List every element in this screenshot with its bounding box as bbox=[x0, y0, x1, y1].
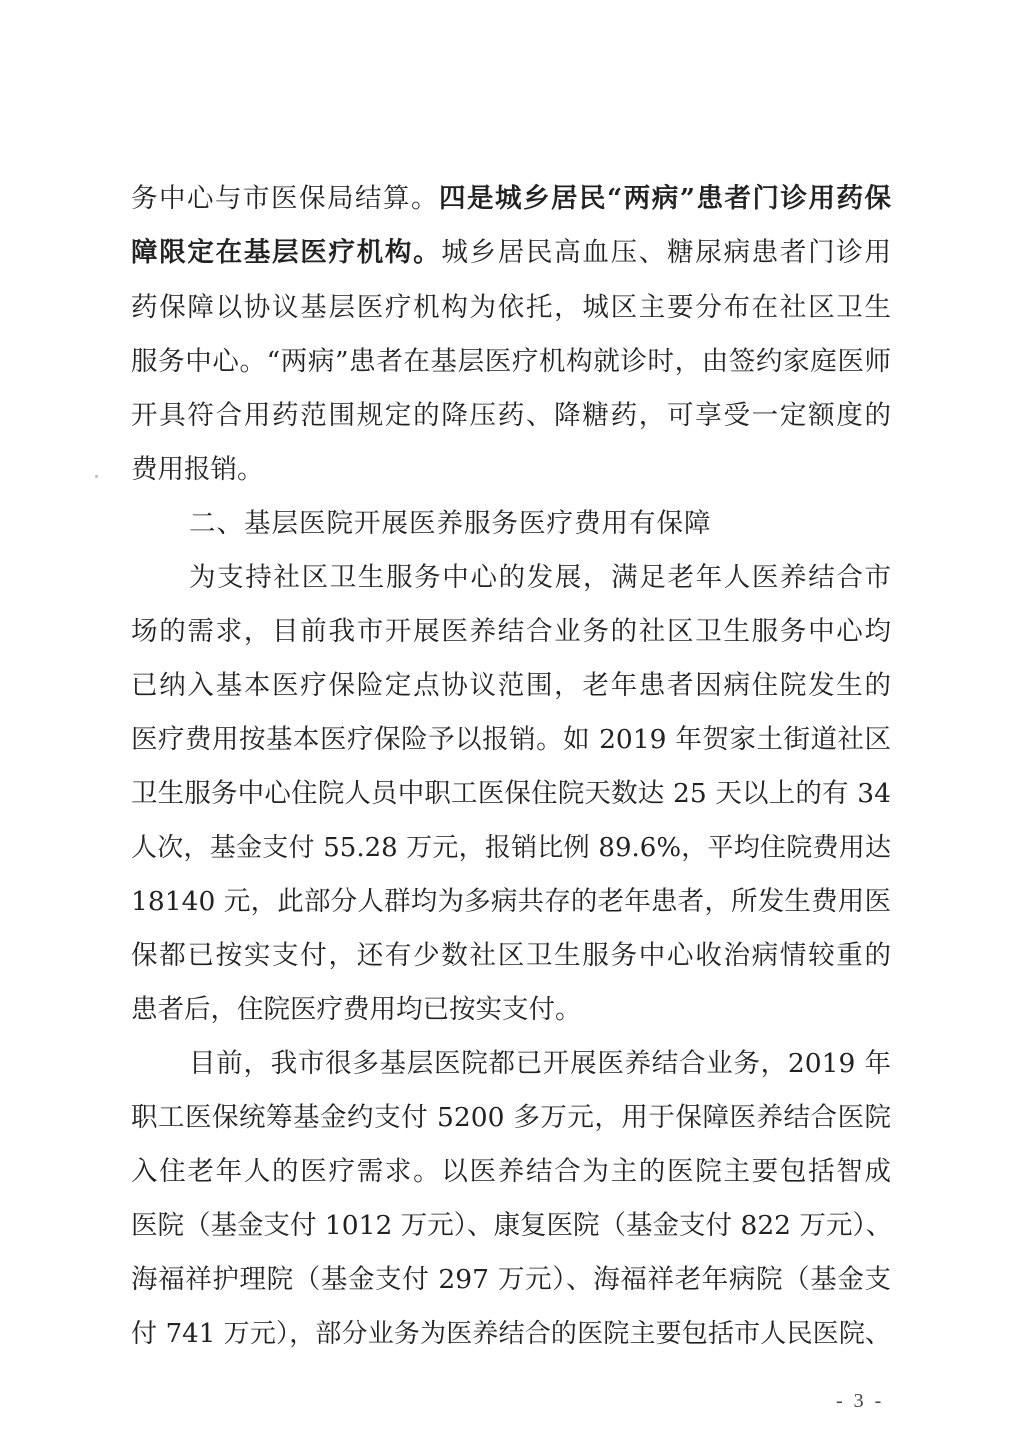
text-line bbox=[131, 281, 891, 335]
page-number: - 3 - bbox=[836, 1390, 885, 1412]
scan-speck bbox=[95, 475, 98, 478]
text-line bbox=[131, 1199, 891, 1253]
text-line bbox=[131, 1091, 891, 1145]
text-run: 职工医保统筹基金约支付 5200 多万元，用于保障医养结合医院 bbox=[131, 1102, 891, 1133]
text-run: 保都已按实支付，还有少数社区卫生服务中心收治病情较重的 bbox=[131, 940, 891, 971]
text-line bbox=[131, 389, 891, 443]
text-line bbox=[131, 226, 891, 280]
text-run: 入住老年人的医疗需求。以医养结合为主的医院主要包括智成 bbox=[131, 1156, 891, 1187]
text-run: 为支持社区卫生服务中心的发展，满足老年人医养结合市 bbox=[189, 562, 891, 593]
text-run: 卫生服务中心住院人员中职工医保住院天数达 25 天以上的有 34 bbox=[131, 778, 891, 809]
text-run: 务中心与市医保局结算。 bbox=[131, 183, 439, 214]
section-heading bbox=[189, 497, 891, 551]
text-run: 医疗费用按基本医疗保险予以报销。如 2019 年贺家土街道社区 bbox=[131, 724, 891, 755]
text-line bbox=[131, 767, 891, 821]
text-run: 城乡居民高血压、糖尿病患者门诊用 bbox=[441, 237, 892, 268]
heading-text: 二、基层医院开展医养服务医疗费用有保障 bbox=[189, 508, 712, 539]
text-line bbox=[189, 1037, 891, 1091]
text-line bbox=[131, 875, 891, 929]
text-run: 费用报销。 bbox=[131, 454, 264, 485]
text-run: 患者后，住院医疗费用均已按实支付。 bbox=[131, 994, 582, 1025]
text-line bbox=[131, 443, 891, 497]
text-run: 开具符合用药范围规定的降压药、降糖药，可享受一定额度的 bbox=[131, 400, 891, 431]
text-line bbox=[131, 659, 891, 713]
text-run: 人次，基金支付 55.28 万元，报销比例 89.6%，平均住院费用达 bbox=[131, 833, 891, 863]
text-run: 付 741 万元），部分业务为医养结合的医院主要包括市人民医院、 bbox=[131, 1319, 891, 1349]
text-line bbox=[131, 335, 891, 389]
text-line bbox=[131, 821, 891, 875]
text-run: 药保障以协议基层医疗机构为依托，城区主要分布在社区卫生 bbox=[131, 292, 891, 323]
text-line bbox=[131, 929, 891, 983]
text-run: 目前，我市很多基层医院都已开展医养结合业务，2019 年 bbox=[189, 1048, 891, 1079]
text-run: 已纳入基本医疗保险定点协议范围，老年患者因病住院发生的 bbox=[131, 670, 891, 701]
text-line bbox=[131, 713, 891, 767]
text-line bbox=[131, 1145, 891, 1199]
text-run: 18140 元，此部分人群均为多病共存的老年患者，所发生费用医 bbox=[131, 886, 891, 917]
text-line bbox=[131, 983, 891, 1037]
bold-text-run: 四是城乡居民“两病”患者门诊用药保 bbox=[439, 183, 891, 214]
text-line bbox=[131, 605, 891, 659]
text-run: 服务中心。“两病”患者在基层医疗机构就诊时，由签约家庭医师 bbox=[131, 346, 891, 377]
text-line bbox=[131, 172, 891, 226]
text-line bbox=[189, 551, 891, 605]
text-run: 海福祥护理院（基金支付 297 万元）、海福祥老年病院（基金支 bbox=[131, 1264, 891, 1295]
text-line bbox=[131, 1253, 891, 1307]
text-line bbox=[131, 1307, 891, 1361]
bold-text-run: 障限定在基层医疗机构。 bbox=[131, 237, 442, 268]
text-run: 医院（基金支付 1012 万元）、康复医院（基金支付 822 万元）、 bbox=[131, 1210, 893, 1241]
text-run: 场的需求，目前我市开展医养结合业务的社区卫生服务中心均 bbox=[131, 616, 891, 647]
